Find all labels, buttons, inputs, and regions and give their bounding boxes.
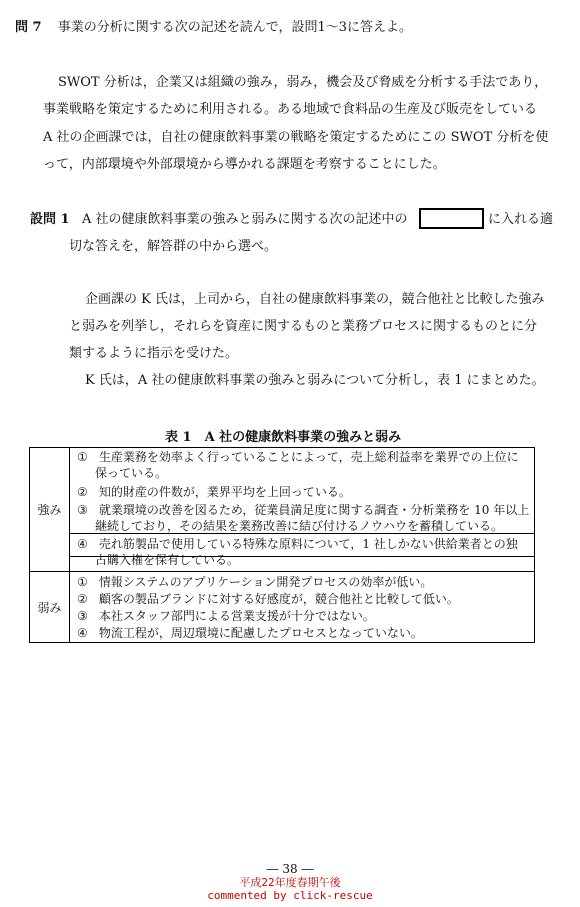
intro-line-1: SWOT 分析は，企業又は組織の強み，弱み，機会及び脅威を分析する手法であり， <box>58 75 548 90</box>
strengths-label: 強み <box>37 503 62 517</box>
subquestion-line1b: に入れる適 <box>488 212 554 227</box>
subquestion-label: 設問 1 <box>30 212 70 227</box>
weakness-item-1: ① 情報システムのアプリケーション開発プロセスの効率が低い。 <box>77 575 433 589</box>
body-line-2: と弱みを列挙し，それらを資産に関するものと業務プロセスに関するものとに分 <box>69 319 538 334</box>
page-number: ― 38 ― <box>266 862 314 876</box>
strength-item-3-cont: 継続しており，その結果を業務改善に結び付けるノウハウを蓄積している。 <box>95 519 504 533</box>
question-label: 問 7 <box>15 20 42 35</box>
intro-line-2: 事業戦略を策定するために利用される。ある地域で食料品の生産及び販売をしている <box>43 102 538 117</box>
question-header-text: 事業の分析に関する次の記述を読んで，設問1～3に答えよ。 <box>57 20 413 35</box>
intro-line-4: って，内部環境や外部環境から導かれる課題を考察することにした。 <box>43 157 446 172</box>
body-line-3: 類するように指示を受けた。 <box>69 346 239 361</box>
credit-line: commented by click-rescue <box>207 889 373 902</box>
strength-item-3: ③ 就業環境の改善を図るため，従業員満足度に関する調査・分析業務を 10 年以上 <box>77 503 530 517</box>
weakness-item-3: ③ 本社スタッフ部門による営業支援が十分ではない。 <box>77 609 375 623</box>
subquestion-line2: 切な答えを，解答群の中から選べ。 <box>69 239 278 254</box>
answer-blank-box <box>419 208 484 229</box>
strength-item-4: ④ 売れ筋製品で使用している特殊な原料について，1 社しかない供給業者との独 <box>77 537 518 551</box>
question-header <box>15 20 412 36</box>
strength-item-1-cont: 保っている。 <box>95 466 168 480</box>
intro-line-3: A 社の企画課では，自社の健康飲料事業の戦略を策定するためにこの SWOT 分析を使 <box>43 130 549 145</box>
body-line-4: K 氏は，A 社の健康飲料事業の強みと弱みについて分析し，表 1 にまとめた。 <box>85 373 545 388</box>
table-caption: 表 1 A 社の健康飲料事業の強みと弱み <box>165 430 402 445</box>
exam-session: 平成22年度春期午後 <box>239 876 341 889</box>
weakness-item-4: ④ 物流工程が，周辺環境に配慮したプロセスとなっていない。 <box>77 626 423 640</box>
subquestion-line1a: A 社の健康飲料事業の強みと弱みに関する次の記述中の <box>82 212 408 227</box>
strength-item-2: ② 知的財産の件数が，業界平均を上回っている。 <box>77 485 351 499</box>
strength-item-4-cont: 占購入権を保有している。 <box>95 553 240 567</box>
weaknesses-label: 弱み <box>37 601 62 615</box>
body-line-1: 企画課の K 氏は，上司から，自社の健康飲料事業の，競合他社と比較した強み <box>85 292 545 307</box>
strength-item-1: ① 生産業務を効率よく行っていることによって，売上総利益率を業界での上位に <box>77 450 519 464</box>
weakness-item-2: ② 顧客の製品ブランドに対する好感度が，競合他社と比較して低い。 <box>77 592 459 606</box>
strengths-weaknesses-table <box>29 447 535 643</box>
